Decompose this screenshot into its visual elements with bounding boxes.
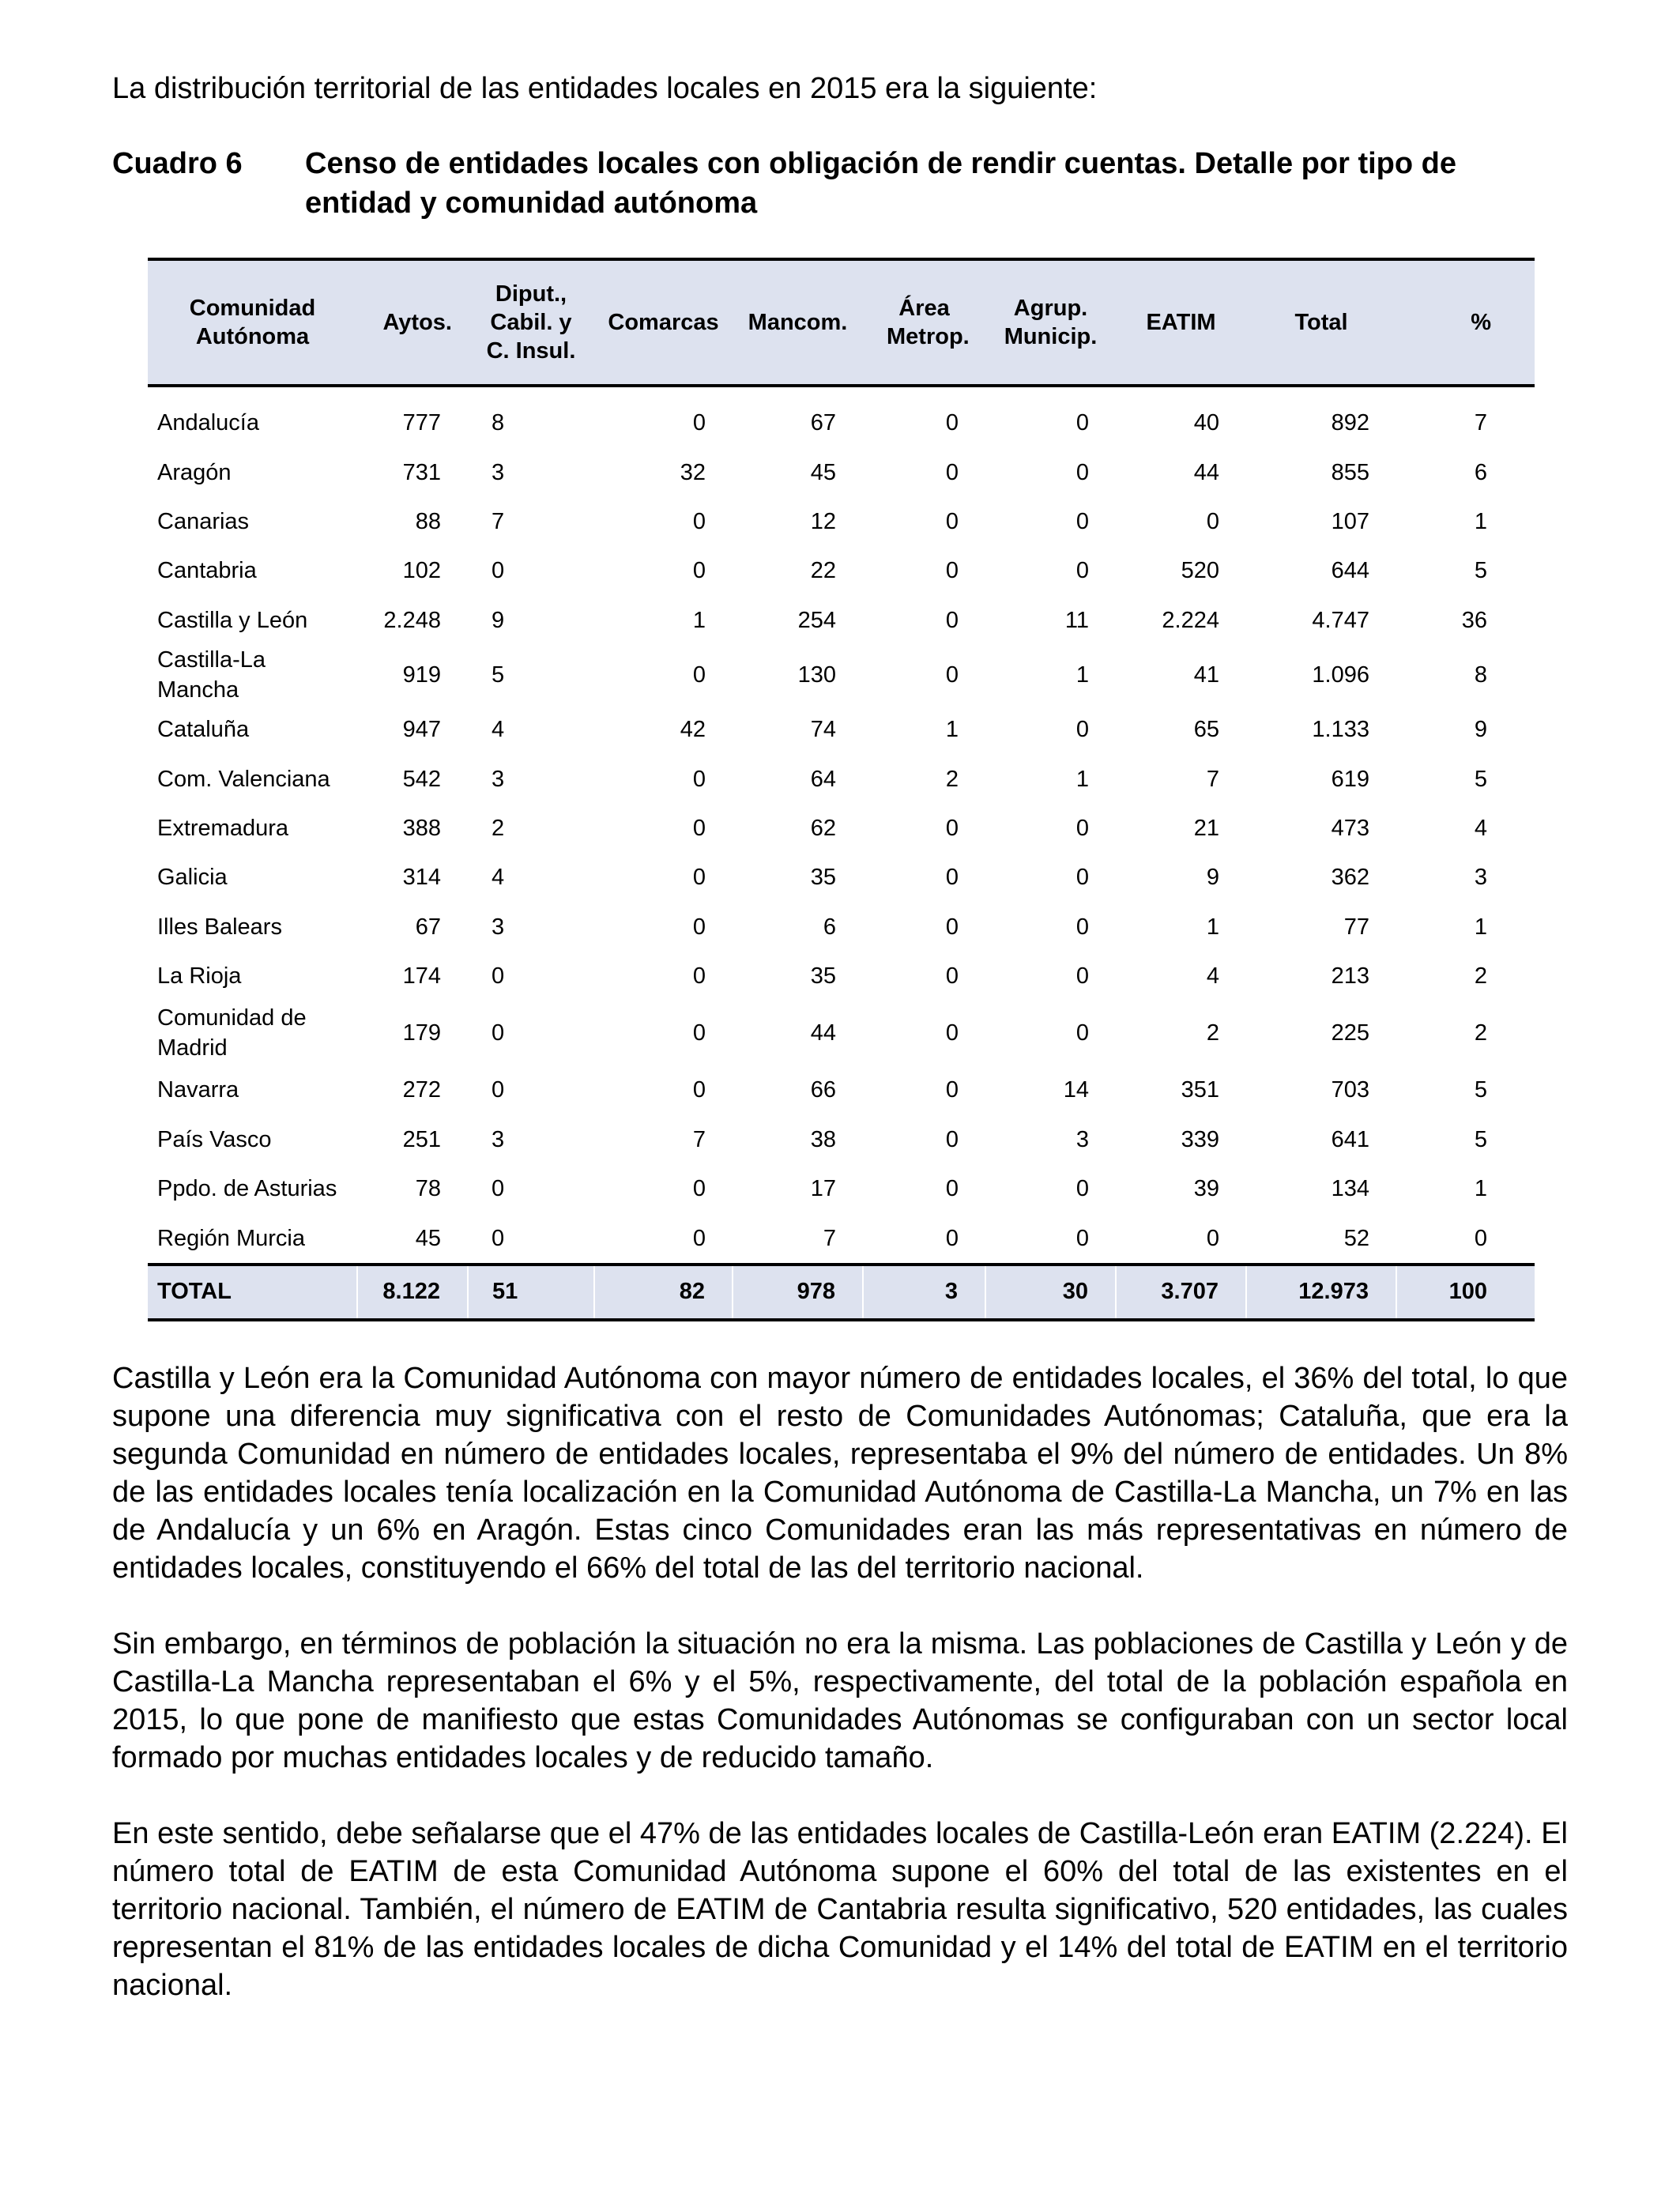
table-cell: 44	[810, 1020, 836, 1046]
table-cell: 0	[945, 607, 959, 633]
table-cell: 1.096	[1312, 662, 1369, 688]
table-cell: 45	[415, 1225, 441, 1251]
table-cell: 7	[823, 1225, 836, 1251]
table-cell: 362	[1331, 865, 1369, 891]
table-row	[148, 497, 1535, 546]
total-cell: 12.973	[1246, 1265, 1396, 1320]
table-cell: 9	[1206, 865, 1219, 891]
table-cell: 35	[810, 865, 836, 891]
total-cell: 51	[468, 1265, 594, 1320]
table-cell: 5	[1474, 1126, 1487, 1152]
table-cell: 339	[1181, 1126, 1219, 1152]
table-cell: 0	[692, 766, 706, 792]
table-cell: 41	[1193, 662, 1219, 688]
table-cell: 0	[1075, 963, 1089, 990]
table-cell: 66	[810, 1077, 836, 1103]
table-cell: 77	[1343, 914, 1369, 940]
table-cell: 4	[492, 717, 505, 743]
table-cell: 35	[810, 963, 836, 990]
table-cell: 619	[1331, 766, 1369, 792]
table-cell: 0	[692, 558, 706, 584]
table-cell: 0	[1075, 508, 1089, 534]
table-cell: 225	[1331, 1020, 1369, 1046]
table-cell-region: Extremadura	[157, 815, 289, 841]
table-cell-region: La Rioja	[157, 963, 242, 990]
table-cell: 0	[492, 1225, 505, 1251]
table-cell: 0	[1075, 914, 1089, 940]
table-caption	[112, 144, 1568, 223]
table-cell: 0	[1075, 1225, 1089, 1251]
paragraph: En este sentido, debe señalarse que el 47% de las entidades locales de Castilla-León eran EATIM (2.224). El número total de EATIM de esta Comunidad Autónoma supone el 60% del total de las existentes en el territorio nacional. También, el número de EATIM de Cantabria resulta significativo, 520 entidades, las cuales representan el 81% de las entidades locales de dicha Comunidad y el 14% del total de EATIM en el territorio nacional.	[112, 1816, 1568, 2002]
table-cell: 38	[810, 1126, 836, 1152]
table-cell: 0	[492, 1077, 505, 1103]
total-cell: 978	[733, 1265, 863, 1320]
table-cell: 7	[692, 1126, 706, 1152]
table-row	[148, 546, 1535, 595]
table-cell: 40	[1193, 410, 1219, 436]
table-cell-region: Región Murcia	[157, 1225, 305, 1251]
table-cell: 0	[945, 508, 959, 534]
caption-title: Censo de entidades locales con obligación de rendir cuentas. Detalle por tipo de entidad y comunidad autónoma	[305, 147, 1456, 220]
table-cell: 0	[1075, 459, 1089, 485]
table-cell: 78	[415, 1176, 441, 1202]
table-cell: 9	[1474, 717, 1487, 743]
table-cell: 174	[402, 963, 441, 990]
table-cell: 0	[1075, 558, 1089, 584]
total-label: TOTAL	[148, 1265, 357, 1320]
table-cell: 7	[492, 508, 505, 534]
table-body	[148, 386, 1535, 1265]
table-total-row	[148, 1265, 1535, 1320]
table-cell-region: Ppdo. de Asturias	[157, 1176, 337, 1202]
table-cell: 0	[945, 1020, 959, 1046]
table-cell: 130	[797, 662, 836, 688]
table-cell: 102	[402, 558, 441, 584]
table-cell: 0	[692, 410, 706, 436]
table-cell-region: Castilla y León	[157, 607, 308, 633]
header-aytos: Aytos.	[357, 259, 468, 386]
total-cell: 8.122	[357, 1265, 468, 1320]
table-cell: 0	[945, 914, 959, 940]
table-cell: 4	[492, 865, 505, 891]
table-cell: 179	[402, 1020, 441, 1046]
table-cell: 64	[810, 766, 836, 792]
header-area-metrop: Área Metrop.	[863, 259, 985, 386]
table-row	[148, 853, 1535, 902]
table-cell: 62	[810, 815, 836, 841]
table-cell: 644	[1331, 558, 1369, 584]
table-cell: 17	[810, 1176, 836, 1202]
table-cell: 0	[692, 508, 706, 534]
table-cell: 1	[1474, 914, 1487, 940]
table-row	[148, 1164, 1535, 1213]
table-cell: 5	[1474, 1077, 1487, 1103]
table-cell: 7	[1474, 410, 1487, 436]
table-cell: 32	[680, 459, 706, 485]
table-cell: 3	[492, 914, 505, 940]
body-text	[112, 1359, 1568, 2004]
table-cell: 213	[1331, 963, 1369, 990]
table-cell: 0	[945, 558, 959, 584]
table-cell: 254	[797, 607, 836, 633]
table-cell: 36	[1461, 607, 1487, 633]
table-cell: 8	[492, 410, 505, 436]
total-cell: 82	[594, 1265, 733, 1320]
table-cell: 4	[1474, 815, 1487, 841]
table-cell: 65	[1193, 717, 1219, 743]
table-cell: 0	[692, 1176, 706, 1202]
header-diput: Diput., Cabil. y C. Insul.	[468, 259, 594, 386]
table-cell: 0	[945, 1225, 959, 1251]
table-cell: 0	[692, 963, 706, 990]
table-cell: 0	[945, 815, 959, 841]
table-cell: 0	[692, 662, 706, 688]
table-cell: 1	[1474, 508, 1487, 534]
total-cell: 100	[1396, 1265, 1535, 1320]
table-cell: 0	[945, 963, 959, 990]
table-cell: 0	[1075, 865, 1089, 891]
table-row	[148, 952, 1535, 1001]
table-cell: 1	[945, 717, 959, 743]
intro-sentence: La distribución territorial de las entidades locales en 2015 era la siguiente:	[112, 72, 1098, 105]
table-cell: 0	[945, 865, 959, 891]
table-cell-region: Galicia	[157, 865, 228, 891]
table-row	[148, 596, 1535, 645]
caption-label: Cuadro 6	[112, 147, 243, 180]
table-cell: 2.224	[1162, 607, 1219, 633]
table-cell: 12	[810, 508, 836, 534]
total-cell: 3	[863, 1265, 985, 1320]
table-cell: 11	[1064, 607, 1089, 633]
table-cell: 44	[1193, 459, 1219, 485]
document-page	[112, 70, 1568, 2004]
table-cell: 919	[402, 662, 441, 688]
table-cell: 0	[945, 459, 959, 485]
table-cell: 2	[1206, 1020, 1219, 1046]
table-cell: 0	[945, 1176, 959, 1202]
total-cell: 3.707	[1116, 1265, 1246, 1320]
table-cell: 5	[492, 662, 505, 688]
table-row	[148, 804, 1535, 853]
header-total: Total	[1246, 259, 1396, 386]
table-cell: 6	[823, 914, 836, 940]
table-cell: 74	[810, 717, 836, 743]
table-cell: 0	[945, 1077, 959, 1103]
table-cell: 0	[1206, 508, 1219, 534]
table-cell: 1	[1075, 766, 1089, 792]
table-cell: 5	[1474, 558, 1487, 584]
table-cell: 3	[492, 1126, 505, 1152]
table-cell: 641	[1331, 1126, 1369, 1152]
table-cell: 0	[492, 558, 505, 584]
table-cell: 9	[492, 607, 505, 633]
table-cell: 42	[680, 717, 706, 743]
table-row	[148, 1065, 1535, 1114]
table-cell: 855	[1331, 459, 1369, 485]
table-cell: 4	[1206, 963, 1219, 990]
total-cell: 30	[985, 1265, 1116, 1320]
header-eatim: EATIM	[1116, 259, 1246, 386]
table-cell: 2.248	[383, 607, 441, 633]
table-cell: 0	[1075, 815, 1089, 841]
table-cell-region: Com. Valenciana	[157, 766, 330, 792]
table-row	[148, 903, 1535, 952]
table-cell: 52	[1343, 1225, 1369, 1251]
table-cell: 731	[402, 459, 441, 485]
table-cell: 3	[492, 766, 505, 792]
table-cell: 0	[945, 410, 959, 436]
paragraph: Castilla y León era la Comunidad Autónoma con mayor número de entidades locales, el 36% del total, lo que supone una diferencia muy significativa con el resto de Comunidades Autónomas; Cataluña, que era la segunda Comunidad en número de entidades locales, representaba el 9% del número de entidades. Un 8% de las entidades locales tenía localización en la Comunidad Autónoma de Castilla-La Mancha, un 7% en las de Andalucía y un 6% en Aragón. Estas cinco Comunidades eran las más representativas en número de entidades locales, constituyendo el 66% del total de las del territorio nacional.	[112, 1361, 1568, 1585]
table-cell: 7	[1206, 766, 1219, 792]
table-cell-region: Cantabria	[157, 558, 257, 584]
table-cell: 0	[945, 1126, 959, 1152]
table-row	[148, 754, 1535, 803]
table-cell: 0	[492, 1176, 505, 1202]
table-cell: 0	[492, 963, 505, 990]
table-cell: 1	[1075, 662, 1089, 688]
table-cell: 388	[402, 815, 441, 841]
table-cell: 473	[1331, 815, 1369, 841]
table-cell: 1.133	[1312, 717, 1369, 743]
table-cell-region: Navarra	[157, 1077, 239, 1103]
header-percent: %	[1396, 259, 1535, 386]
table-cell-region: Comunidad de Madrid	[157, 1005, 307, 1061]
census-table	[148, 258, 1535, 1321]
table-cell: 777	[402, 410, 441, 436]
table-cell: 0	[492, 1020, 505, 1046]
table-cell: 2	[945, 766, 959, 792]
table-cell: 0	[945, 662, 959, 688]
table-cell-region: Illes Balears	[157, 914, 282, 940]
table-cell: 67	[810, 410, 836, 436]
table-cell: 3	[1075, 1126, 1089, 1152]
header-agrup-municip: Agrup. Municip.	[985, 259, 1116, 386]
table-cell: 0	[1075, 1176, 1089, 1202]
table-cell: 134	[1331, 1176, 1369, 1202]
table-cell: 0	[692, 914, 706, 940]
table-cell: 0	[692, 865, 706, 891]
table-cell: 45	[810, 459, 836, 485]
table-cell: 8	[1474, 662, 1487, 688]
table-cell: 4.747	[1312, 607, 1369, 633]
table-cell: 3	[492, 459, 505, 485]
table-cell: 6	[1474, 459, 1487, 485]
table-cell-region: Canarias	[157, 508, 250, 534]
table-cell: 21	[1193, 815, 1219, 841]
table-cell-region: País Vasco	[157, 1126, 272, 1152]
table-cell: 314	[402, 865, 441, 891]
table-cell-region: Andalucía	[157, 410, 259, 436]
table-cell: 703	[1331, 1077, 1369, 1103]
census-table-wrapper	[148, 258, 1535, 1321]
table-cell: 14	[1063, 1077, 1089, 1103]
paragraph: Sin embargo, en términos de población la situación no era la misma. Las poblaciones de Castilla y León y de Castilla-La Mancha representaban el 6% y el 5%, respectivamente, del total de la población española en 2015, lo que pone de manifiesto que estas Comunidades Autónomas se configuraban con un sector local formado por muchas entidades locales y de reducido tamaño.	[112, 1627, 1568, 1774]
table-cell: 0	[692, 815, 706, 841]
table-row	[148, 447, 1535, 496]
table-row	[148, 1001, 1535, 1065]
header-comarcas: Comarcas	[594, 259, 733, 386]
table-cell: 892	[1331, 410, 1369, 436]
table-cell-region: Aragón	[157, 459, 232, 485]
table-row	[148, 1115, 1535, 1164]
table-cell: 5	[1474, 766, 1487, 792]
table-cell-region: Cataluña	[157, 717, 250, 743]
table-row	[148, 705, 1535, 754]
table-cell: 272	[402, 1077, 441, 1103]
table-cell: 39	[1193, 1176, 1219, 1202]
table-header-row	[148, 259, 1535, 386]
table-row	[148, 386, 1535, 447]
table-cell: 22	[810, 558, 836, 584]
table-cell: 67	[415, 914, 441, 940]
table-cell: 0	[692, 1077, 706, 1103]
table-cell: 0	[692, 1225, 706, 1251]
table-row	[148, 1213, 1535, 1264]
table-cell: 351	[1181, 1077, 1219, 1103]
table-cell: 542	[402, 766, 441, 792]
table-cell-region: Castilla-La Mancha	[157, 647, 266, 703]
table-cell: 88	[415, 508, 441, 534]
table-cell: 2	[492, 815, 505, 841]
header-mancom: Mancom.	[733, 259, 863, 386]
table-cell: 2	[1474, 1020, 1487, 1046]
table-cell: 107	[1331, 508, 1369, 534]
table-cell: 0	[1075, 1020, 1089, 1046]
table-cell: 520	[1181, 558, 1219, 584]
table-cell: 0	[1075, 717, 1089, 743]
table-cell: 3	[1474, 865, 1487, 891]
table-cell: 0	[1474, 1225, 1487, 1251]
table-cell: 1	[692, 607, 706, 633]
table-cell: 947	[402, 717, 441, 743]
table-cell: 251	[402, 1126, 441, 1152]
table-cell: 2	[1474, 963, 1487, 990]
table-cell: 0	[1075, 410, 1089, 436]
table-row	[148, 645, 1535, 705]
header-comunidad: Comunidad Autónoma	[148, 259, 357, 386]
table-cell: 1	[1206, 914, 1219, 940]
table-cell: 1	[1474, 1176, 1487, 1202]
table-cell: 0	[1206, 1225, 1219, 1251]
table-cell: 0	[692, 1020, 706, 1046]
